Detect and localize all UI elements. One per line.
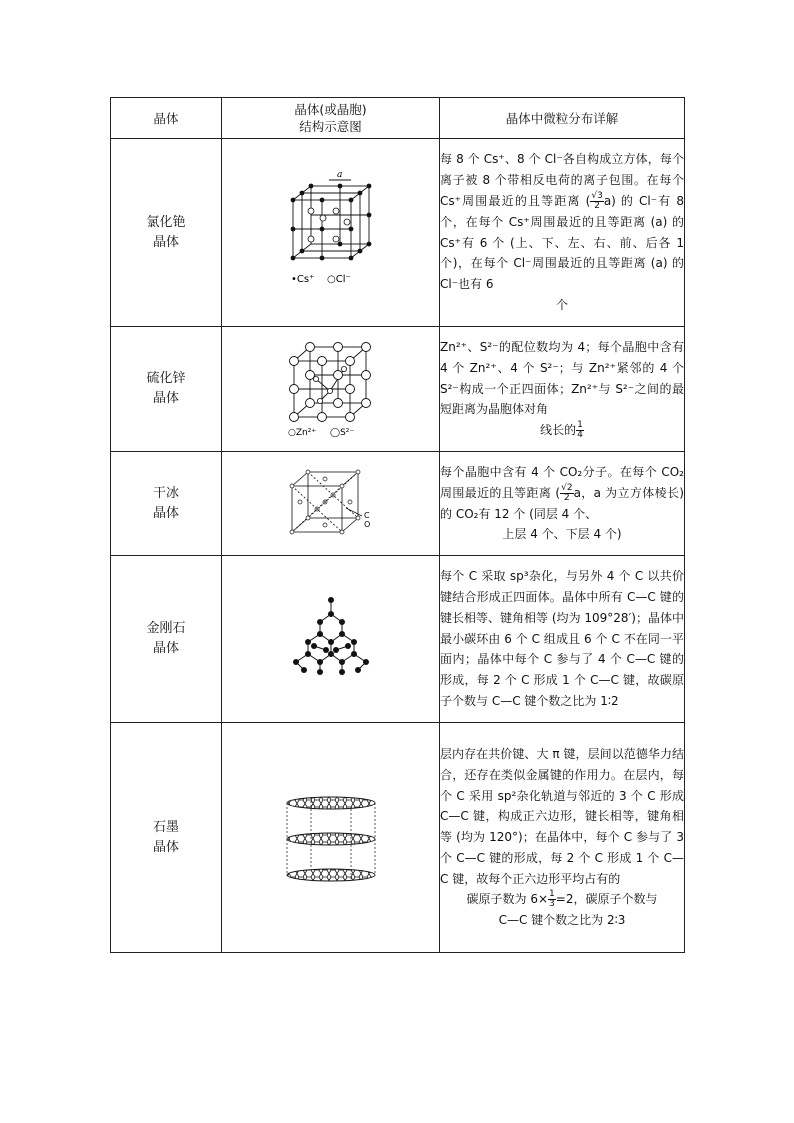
crystal-name-line1: 石墨 [152,819,179,835]
row-graphite [111,723,685,953]
graphite-structure-figure [222,723,440,953]
fraction-denominator: 2 [594,200,600,211]
fraction-numerator: √2 [561,482,573,493]
dry-ice-description [440,452,685,556]
zns-legend-zn: ○Zn²⁺ [287,428,316,438]
header-crystal-label: 晶体 [153,110,179,126]
cscl-description [440,139,685,327]
desc-text-2: a，a 为立方体棱长) 的 CO₂有 12 个 (同层 4 个、 [440,485,684,521]
fraction [576,421,584,440]
desc-text-2b: =2，碳原子个数与 [555,892,658,907]
cscl-legend-cl: ○Cl⁻ [326,273,351,285]
desc-text-1: 每个晶胞中含有 4 个 CO₂分子。在每个 CO₂周围最近的且等距离 ( [440,464,684,500]
fraction-denominator: 3 [549,899,555,910]
desc-line-2 [440,889,684,910]
crystal-name [111,452,222,556]
fraction [590,192,603,211]
fraction-numerator: √3 [591,190,603,201]
desc-tail: 线长的 [540,423,577,438]
crystal-name-line2: 晶体 [152,391,179,406]
crystal-name-line1: 硫化锌 [146,371,186,386]
desc-tail: 上层 4 个、下层 4 个) [502,527,622,542]
zns-structure-figure [222,327,440,452]
desc-text-2a: 碳原子数为 6× [466,892,549,907]
cscl-legend-cs: •Cs⁺ [290,273,314,285]
crystal-name-line1: 干冰 [152,485,179,501]
fraction-numerator: 1 [577,420,583,431]
header-structure-line2: 结构示意图 [299,119,362,134]
cscl-structure-figure [222,139,440,327]
desc-text-1: 每 8 个 Cs⁺、8 个 Cl⁻各自构成立方体，每个离子被 8 个带相反电荷的离子包围。在每个 Cs⁺周围最近的且等距离 ( [440,152,684,208]
zns-description [440,327,685,452]
crystal-name [111,723,222,953]
cscl-lattice-diagram [281,169,381,288]
desc-tail: 个 [555,297,568,312]
header-crystal [111,98,222,139]
dry-ice-legend-c: C [363,510,370,520]
fraction-denominator: 2 [563,492,570,503]
crystal-name-line2: 晶体 [152,234,179,250]
crystal-name [111,139,222,327]
crystal-name-line2: 晶体 [152,839,179,855]
crystal-name-line2: 晶体 [152,505,179,521]
fraction [548,890,556,909]
row-diamond [111,556,685,723]
header-row [111,98,685,139]
crystal-table [110,97,685,953]
dry-ice-structure-figure [222,452,440,556]
diamond-structure-figure [222,556,440,723]
crystal-name [111,327,222,452]
fraction-denominator: 4 [577,430,583,441]
desc-tail-line [440,420,684,441]
fraction-numerator: 1 [549,889,555,900]
lattice-param-a: a [336,169,342,180]
crystal-name-line1: 金刚石 [146,621,186,636]
header-distribution [440,98,685,139]
header-structure-line1: 晶体(或晶胞) [294,102,367,117]
desc-text-1: 每个 C 采取 sp³杂化，与另外 4 个 C 以共价键结合形成正四面体。晶体中所有 C—C 键的键长相等、键角相等 (均为 109°28′)；晶体中最小碳环由 6 个 C 组成且 6 个 C 不在同一平面内；晶体中每个 C 参与了 4 个 C—C 键的形成，每 2 个 C 形成 1 个 C—C 键，故碳原子个数与 C—C 键个数之比为 1∶2 [440,569,684,708]
header-structure [222,98,440,139]
row-cscl [111,139,685,327]
row-zns [111,327,685,452]
dry-ice-legend-o: O [363,519,370,529]
crystal-name-line1: 氯化铯 [146,214,186,230]
row-dry-ice [111,452,685,556]
diamond-description [440,556,685,723]
dry-ice-lattice-diagram [286,468,376,540]
desc-text-2: a) 的 Cl⁻有 8 个，在每个 Cs⁺周围最近的且等距离 (a) 的 Cs⁺有 6 个 (上、下、左、右、前、后各 1 个)，在每个 Cl⁻周围最近的且等距离 (a) 的 Cl⁻也有 6 [440,193,684,292]
fraction [560,484,573,503]
header-distribution-label: 晶体中微粒分布详解 [505,110,619,126]
crystal-name-line2: 晶体 [152,641,179,656]
desc-tail: C—C 键个数之比为 2∶3 [498,913,626,928]
diamond-lattice-diagram [286,594,376,684]
zns-legend-s: ◯S²⁻ [329,428,354,438]
zns-lattice-diagram [286,339,376,439]
graphite-layer-diagram [281,793,381,883]
desc-text-1: Zn²⁺、S²⁻的配位数均为 4；每个晶胞中含有 4 个 Zn²⁺、4 个 S²⁻；与 Zn²⁺紧邻的 4 个 S²⁻构成一个正四面体；Zn²⁺与 S²⁻之间的最短距离为晶胞体对角 [440,340,684,417]
crystal-name [111,556,222,723]
desc-text-1: 层内存在共价键、大 π 键，层间以范德华力结合，还存在类似金属键的作用力。在层内，每个 C 采用 sp²杂化轨道与邻近的 3 个 C 形成 C—C 键，构成正六边形，键长相等，键角相等 (均为 120°)；在晶体中，每个 C 参与了 3 个 C—C 键的形成，每 2 个 C 形成 1 个 C—C 键，故每个正六边形平均占有的 [440,746,684,886]
graphite-description [440,723,685,953]
